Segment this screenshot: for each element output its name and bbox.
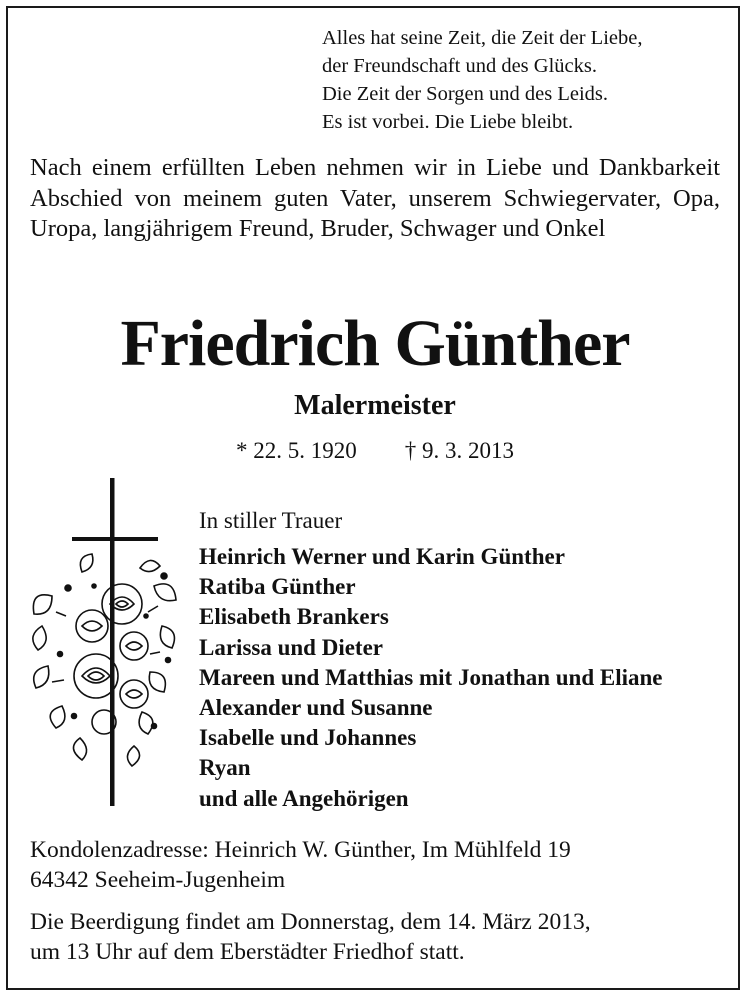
condolence-address — [30, 835, 571, 895]
deceased-name: Friedrich Günther — [120, 307, 630, 380]
intro-text: Nach einem erfüllten Leben nehmen wir in Liebe und Dankbarkeit Abschied von meinem guten Vater, unserem Schwiegervater, Opa, Uropa, langjährigem Freund, Bruder, Schwager und Onkel — [30, 154, 720, 242]
mourner-name: Ratiba Günther — [199, 574, 356, 600]
birth-date: * 22. 5. 1920 — [236, 438, 357, 463]
mourners-list — [199, 542, 662, 814]
mourning-heading: In stiller Trauer — [199, 508, 343, 533]
mourner-name: und alle Angehörigen — [199, 785, 409, 811]
poem-line: Es ist vorbei. Die Liebe bleibt. — [322, 111, 574, 133]
mourner-name: Alexander und Susanne — [199, 695, 433, 721]
life-dates — [0, 436, 750, 466]
mourner-name: Ryan — [199, 755, 251, 781]
mourner-name: Larissa und Dieter — [199, 634, 383, 660]
mourner-name: Heinrich Werner und Karin Günther — [199, 544, 565, 569]
mourner-name: Mareen und Matthias mit Jonathan und Eliane — [199, 664, 663, 690]
mourner-name: Isabelle und Johannes — [199, 725, 417, 751]
poem-line: Alles hat seine Zeit, die Zeit der Liebe, — [322, 27, 643, 49]
poem-line: Die Zeit der Sorgen und des Leids. — [322, 83, 608, 105]
poem-line: der Freundschaft und des Glücks. — [322, 55, 597, 77]
funeral-line: um 13 Uhr auf dem Eberstädter Friedhof statt. — [30, 939, 465, 965]
mourner-name: Elisabeth Brankers — [199, 604, 389, 630]
address-line: 64342 Seeheim-Jugenheim — [30, 867, 286, 893]
address-line: Kondolenzadresse: Heinrich W. Günther, Im Mühlfeld 19 — [30, 837, 571, 863]
poem — [322, 24, 732, 136]
funeral-notice — [30, 907, 591, 967]
deceased-title: Malermeister — [294, 390, 456, 421]
cross-with-roses-icon — [22, 476, 182, 812]
funeral-line: Die Beerdigung findet am Donnerstag, dem 14. März 2013, — [30, 909, 591, 935]
death-date: † 9. 3. 2013 — [404, 438, 514, 463]
